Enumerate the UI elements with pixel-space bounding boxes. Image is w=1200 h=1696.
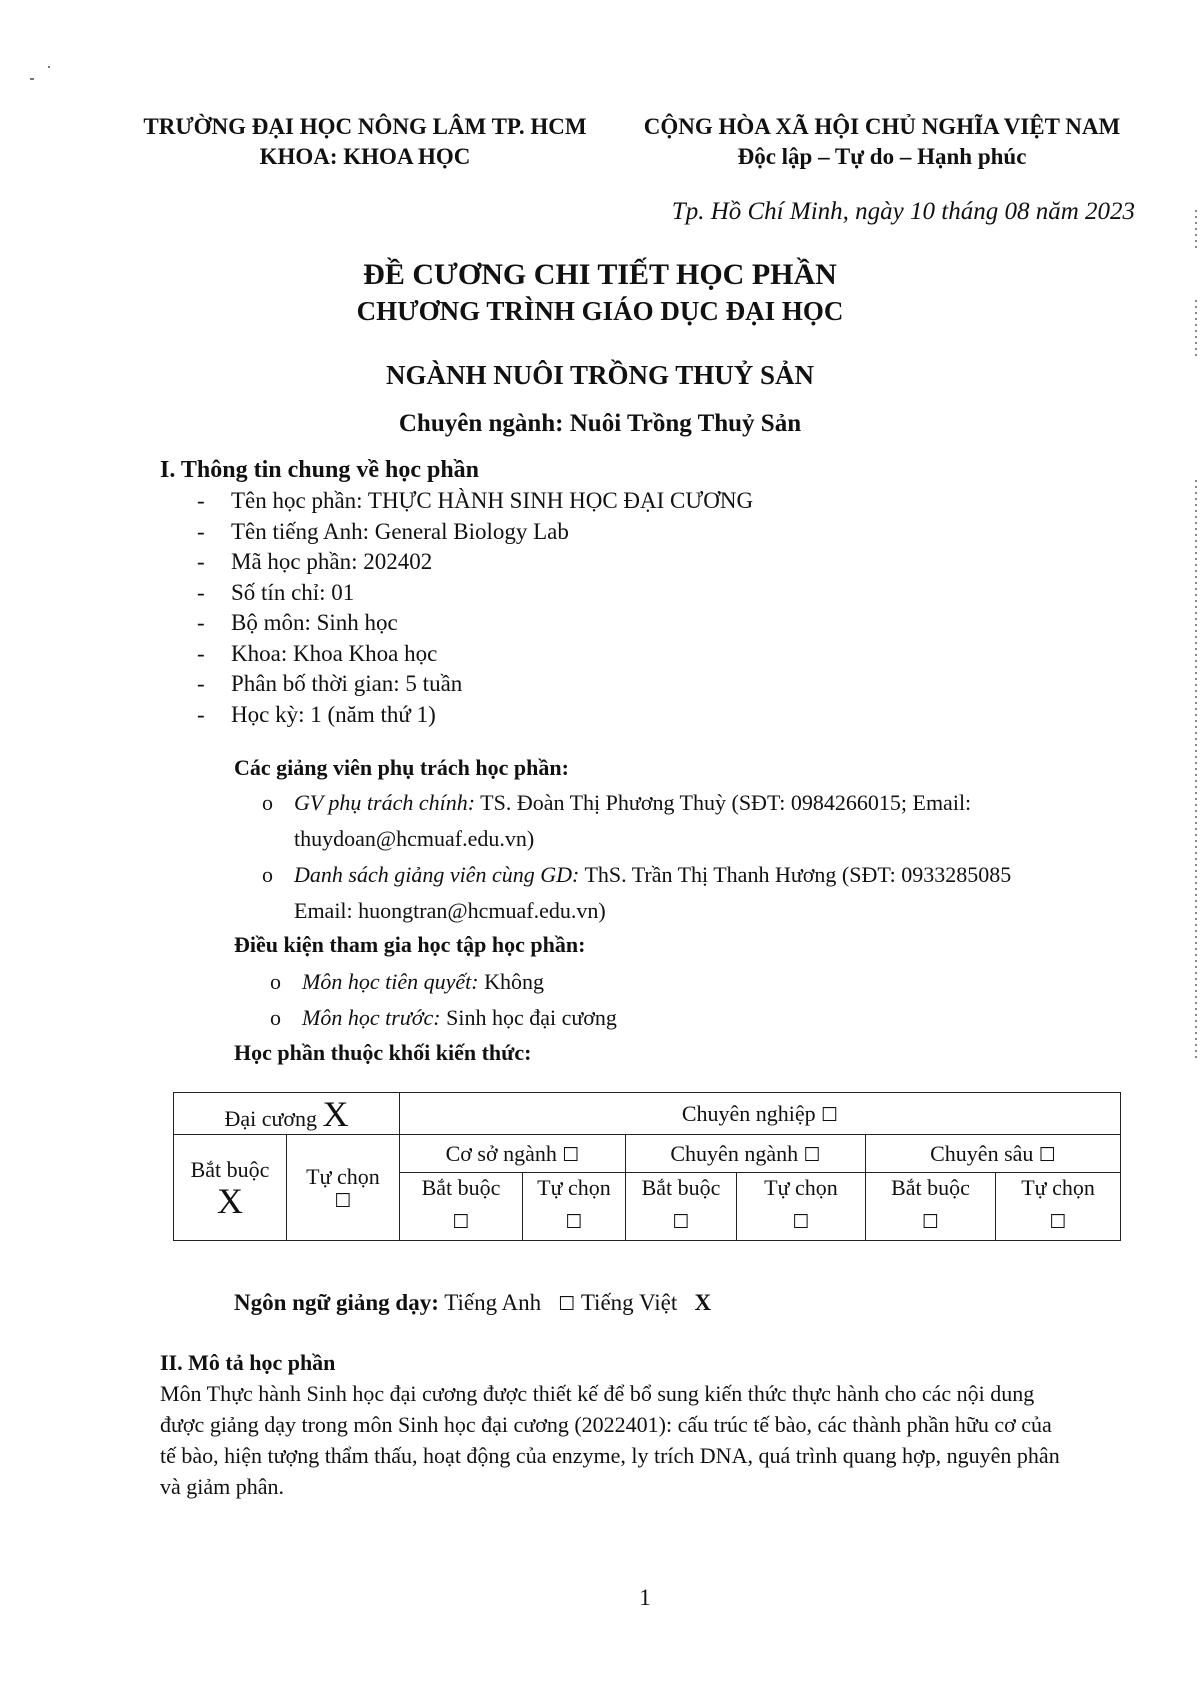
language-vietnamese: Tiếng Việt bbox=[580, 1290, 678, 1315]
general-cell: Đại cương X bbox=[174, 1093, 400, 1135]
group-specialized: Chuyên ngành ☐ bbox=[626, 1135, 866, 1173]
section-1-heading: I. Thông tin chung về học phần bbox=[160, 457, 480, 483]
elective-checkbox: ☐ bbox=[334, 1189, 352, 1212]
lecturer-main: o GV phụ trách chính: TS. Đoàn Thị Phương Thuỳ (SĐT: 0984266015; Email: thuydoan@hcmuaf.edu.vn) bbox=[262, 790, 972, 851]
page-number: 1 bbox=[639, 1585, 651, 1610]
description-line: được giảng dạy trong môn Sinh học đại cương (2022401): cấu trúc tế bào, các thành phần hữu cơ của bbox=[160, 1412, 1052, 1437]
national-motto-block bbox=[622, 112, 1142, 172]
list-item: - Tên học phần: THỰC HÀNH SINH HỌC ĐẠI CƯƠNG bbox=[197, 488, 754, 513]
required-check-mark: X bbox=[217, 1180, 243, 1221]
list-item: - Tên tiếng Anh: General Biology Lab bbox=[197, 518, 569, 544]
scan-edge-mark bbox=[1195, 210, 1197, 250]
specialized-required-label: Bắt buộc bbox=[626, 1173, 737, 1203]
general-elective-cell: Tự chọn ☐ bbox=[287, 1135, 400, 1241]
description-line: Môn Thực hành Sinh học đại cương được thiết kế để bổ sung kiến thức thực hành cho các nội dung bbox=[160, 1381, 1035, 1406]
condition-prerequisite: o Môn học tiên quyết: Không bbox=[270, 969, 544, 994]
scan-speck bbox=[48, 66, 50, 68]
list-item: - Bộ môn: Sinh học bbox=[197, 610, 398, 635]
list-item: - Khoa: Khoa Khoa học bbox=[197, 640, 438, 666]
document-subtitle: CHƯƠNG TRÌNH GIÁO DỤC ĐẠI HỌC bbox=[356, 296, 844, 326]
foundation-required-label: Bắt buộc bbox=[400, 1173, 523, 1203]
list-item: - Phân bố thời gian: 5 tuần bbox=[197, 671, 463, 696]
professional-cell: Chuyên nghiệp ☐ bbox=[400, 1093, 1121, 1135]
general-required-cell: Bắt buộc X bbox=[174, 1135, 287, 1241]
list-item: - Mã học phần: 202402 bbox=[197, 549, 433, 574]
description-line: và giảm phân. bbox=[160, 1474, 285, 1499]
date-line: Tp. Hồ Chí Minh, ngày 10 tháng 08 năm 2023 bbox=[671, 198, 1135, 225]
vietnamese-check-mark: X bbox=[694, 1290, 712, 1315]
document-title: ĐỀ CƯƠNG CHI TIẾT HỌC PHẦN bbox=[363, 258, 837, 291]
foundation-elective-checkbox: ☐ bbox=[523, 1203, 626, 1241]
specialization-title: Chuyên ngành: Nuôi Trồng Thuỷ Sản bbox=[398, 410, 802, 437]
language-english: Tiếng Anh bbox=[444, 1290, 542, 1315]
country-name: CỘNG HÒA XÃ HỘI CHỦ NGHĨA VIỆT NAM bbox=[643, 114, 1121, 139]
condition-previous-course: o Môn học trước: Sinh học đại cương bbox=[270, 1005, 617, 1030]
language-label: Ngôn ngữ giảng dạy: bbox=[234, 1290, 439, 1315]
knowledge-block-table bbox=[173, 1092, 1121, 1241]
general-info-list bbox=[197, 486, 753, 730]
professional-checkbox: ☐ bbox=[821, 1103, 839, 1126]
in-depth-elective-checkbox: ☐ bbox=[996, 1203, 1121, 1241]
english-checkbox: ☐ bbox=[558, 1293, 576, 1315]
specialized-required-checkbox: ☐ bbox=[626, 1203, 737, 1241]
course-description bbox=[160, 1378, 1130, 1502]
lecturers-heading: Các giảng viên phụ trách học phần: bbox=[234, 755, 569, 780]
scan-edge-mark bbox=[1195, 480, 1197, 1060]
in-depth-required-label: Bắt buộc bbox=[866, 1173, 996, 1203]
description-line: tế bào, hiện tượng thẩm thấu, hoạt động của enzyme, ly trích DNA, quá trình quang hợp, nguyên phân bbox=[160, 1443, 1060, 1468]
section-2-heading: II. Mô tả học phần bbox=[160, 1350, 336, 1375]
knowledge-block-heading: Học phần thuộc khối kiến thức: bbox=[234, 1040, 532, 1065]
scan-speck bbox=[30, 78, 34, 80]
general-check-mark: X bbox=[322, 1093, 349, 1134]
in-depth-elective-label: Tự chọn bbox=[996, 1173, 1121, 1203]
motto: Độc lập – Tự do – Hạnh phúc bbox=[737, 144, 1027, 169]
specialized-elective-checkbox: ☐ bbox=[737, 1203, 866, 1241]
group-foundation: Cơ sở ngành ☐ bbox=[400, 1135, 626, 1173]
specialized-elective-label: Tự chọn bbox=[737, 1173, 866, 1203]
university-name: TRƯỜNG ĐẠI HỌC NÔNG LÂM TP. HCM bbox=[143, 114, 587, 139]
group-in-depth: Chuyên sâu ☐ bbox=[866, 1135, 1121, 1173]
faculty-name: KHOA: KHOA HỌC bbox=[259, 144, 471, 169]
list-item: - Số tín chỉ: 01 bbox=[197, 579, 355, 605]
conditions-heading: Điều kiện tham gia học tập học phần: bbox=[234, 932, 586, 957]
foundation-required-checkbox: ☐ bbox=[400, 1203, 523, 1241]
university-name-block bbox=[120, 112, 610, 172]
foundation-elective-label: Tự chọn bbox=[523, 1173, 626, 1203]
major-title: NGÀNH NUÔI TRỒNG THUỶ SẢN bbox=[385, 360, 815, 390]
teaching-language bbox=[234, 1290, 711, 1316]
in-depth-required-checkbox: ☐ bbox=[866, 1203, 996, 1241]
lecturer-co-teachers: o Danh sách giảng viên cùng GD: ThS. Trần Thị Thanh Hương (SĐT: 0933285085 Email: huongtran@hcmuaf.edu.vn) bbox=[262, 862, 1012, 923]
list-item: - Học kỳ: 1 (năm thứ 1) bbox=[197, 701, 436, 727]
